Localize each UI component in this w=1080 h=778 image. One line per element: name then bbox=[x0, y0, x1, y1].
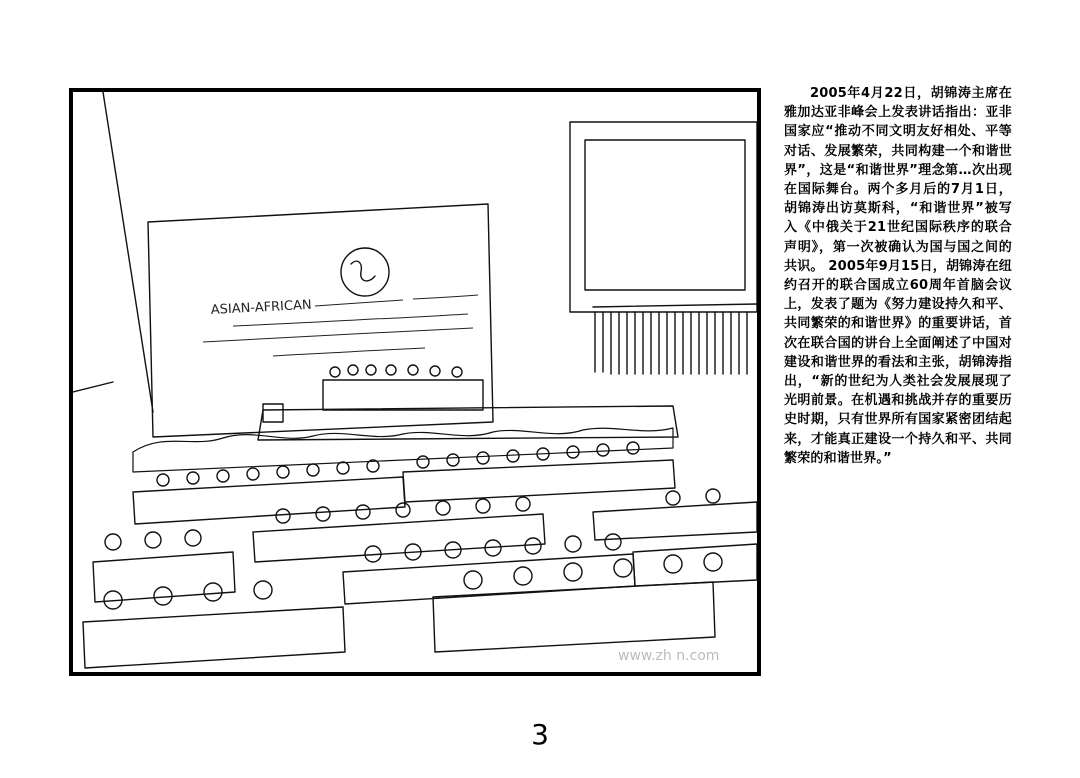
banner-title: ASIAN-AFRICAN bbox=[210, 297, 313, 318]
lectern bbox=[263, 404, 283, 422]
page-number: 3 bbox=[531, 718, 549, 751]
head-table bbox=[323, 380, 483, 410]
conference-hall-sketch bbox=[73, 92, 757, 672]
curtain bbox=[593, 304, 757, 374]
watermark: www.zh n.com bbox=[618, 648, 720, 664]
caption-text: 2005年4月22日，胡锦涛主席在雅加达亚非峰会上发表讲话指出：亚非国家应“推动不同文明友好相处、平等对话、发展繁荣，共同构建一个和谐世界”，这是“和谐世界”理念第…次出现在国际舞台。两个多月后的7月1日，胡锦涛出访莫斯科，“和谐世界”被写入《中俄关于21世纪国际秩序的联合声明》，第一次被确认为国与国之间的共识。 2005年9月15日，胡锦涛在纽约召开的联合国成立60周年首脑会议上，发表了题为《努力建设持久和平、共同繁荣的和谐世界》的重要讲话，首次在联合国的讲台上全面阐述了中国对建设和谐世界的看法和主张，胡锦涛指出，“新的世纪为人类社会发展展现了光明前景。在机遇和挑战并存的重要历史时期，只有世界所有国家紧密团结起来，才能真正建设一个持久和平、共同繁荣的和谐世界。” bbox=[784, 86, 1012, 466]
summit-emblem bbox=[341, 248, 389, 296]
illustration-panel bbox=[69, 88, 761, 676]
stage-figures bbox=[330, 365, 462, 377]
delegate-tables bbox=[83, 460, 757, 668]
summit-banner bbox=[148, 204, 493, 437]
projection-screen bbox=[570, 122, 757, 312]
delegates bbox=[104, 442, 722, 609]
